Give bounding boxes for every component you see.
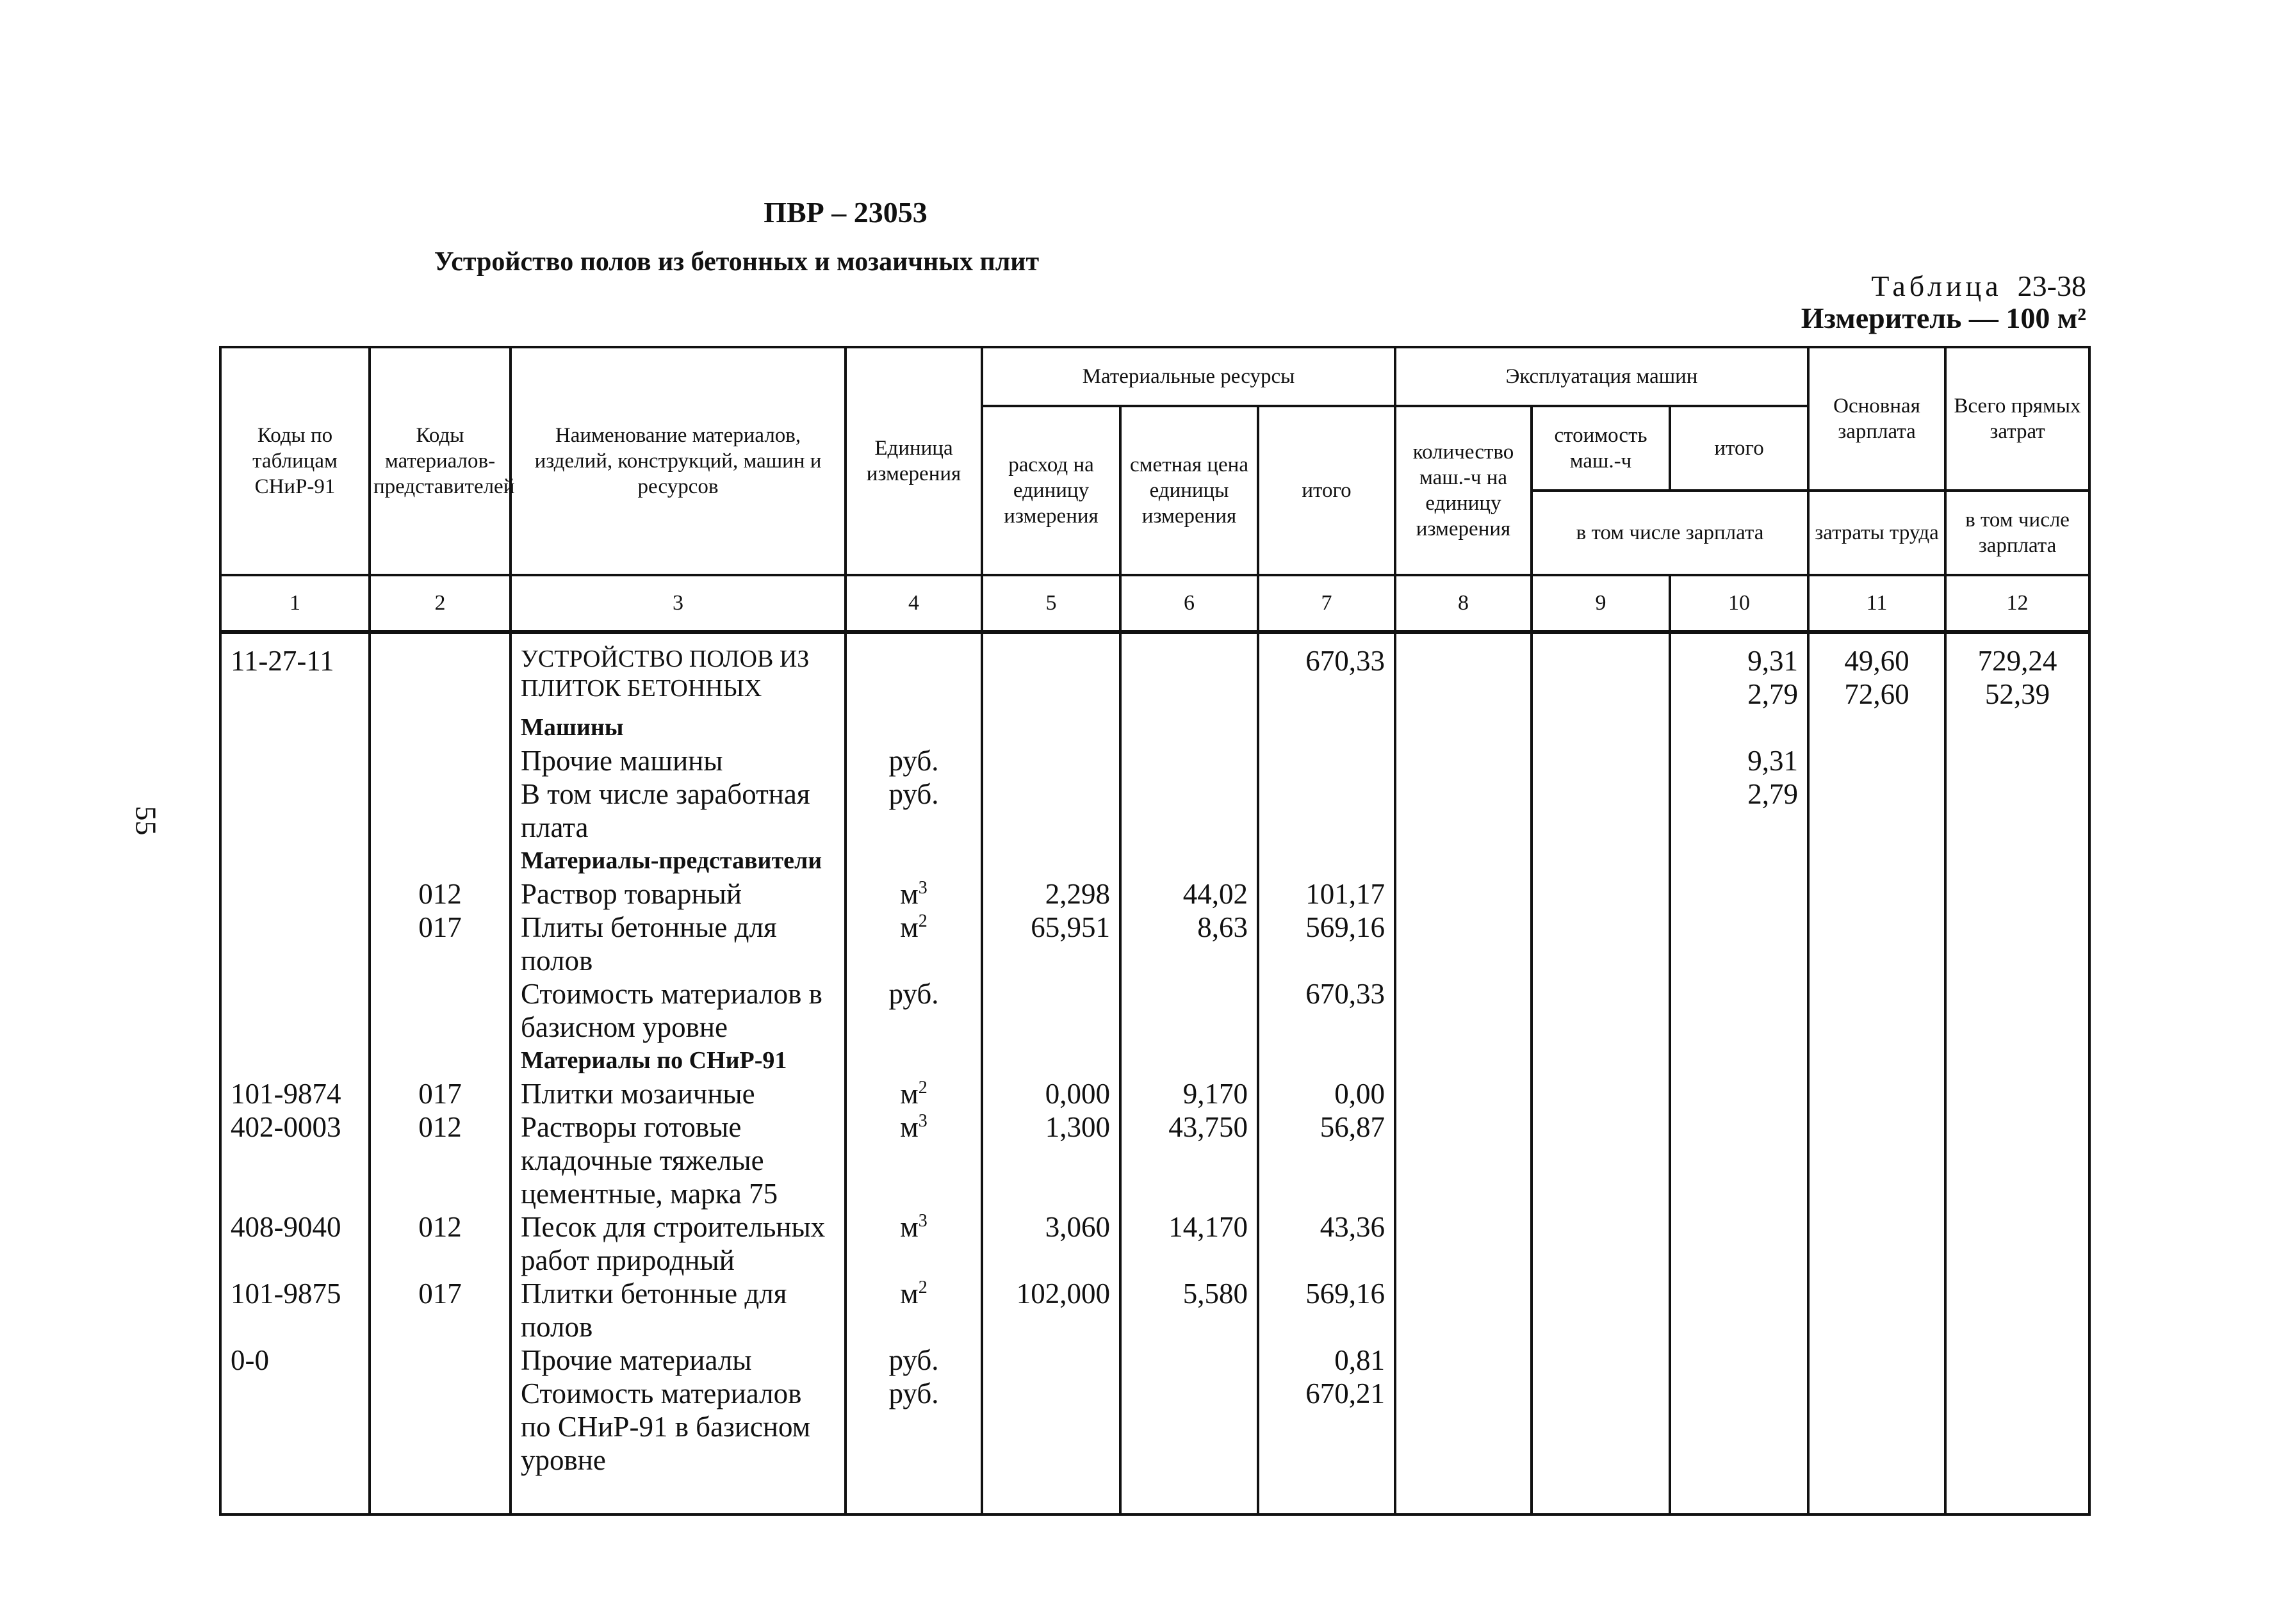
- col-rep-codes: [370, 632, 511, 1514]
- cell-consumption: 2,298: [1045, 878, 1110, 910]
- cell-price: 44,02: [1182, 878, 1248, 910]
- col-header-total-direct: Всего прямых затрат: [1945, 347, 2089, 491]
- col-group-machines: Эксплуатация машин: [1395, 347, 1808, 406]
- cell-machines-total: 2,79: [1747, 778, 1799, 810]
- cell-total: 670,33: [1305, 978, 1385, 1010]
- col-machine-hour-cost: [1532, 632, 1670, 1514]
- col-subheader-machine-salary: в том числе зарплата: [1532, 491, 1808, 575]
- cell-machines-total: 9,31: [1747, 745, 1799, 777]
- cell-name: Плиты бетонные для полов: [521, 911, 777, 977]
- cell-consumption: 102,000: [1016, 1278, 1110, 1310]
- col-units: [846, 632, 982, 1514]
- col-base-salary: [1808, 632, 1945, 1514]
- cell-total: 569,16: [1305, 911, 1385, 943]
- cell-price: 8,63: [1197, 911, 1248, 943]
- cell-labor: 72,60: [1844, 678, 1909, 710]
- cell-price: 43,750: [1168, 1111, 1248, 1143]
- col-machine-hours: [1395, 632, 1532, 1514]
- cell-unit: руб.: [888, 1377, 939, 1409]
- col-number: 7: [1258, 575, 1395, 632]
- resource-table: [219, 346, 2091, 1516]
- col-header-name: Наименование материалов, изделий, конструкций, машин и ресурсов: [511, 347, 846, 575]
- cell-unit: $м^2$: [900, 1078, 928, 1110]
- col-number: 8: [1395, 575, 1532, 632]
- col-number: 3: [511, 575, 846, 632]
- cell-unit: руб.: [888, 1344, 939, 1376]
- cell-total: 670,21: [1305, 1377, 1385, 1409]
- cell-total-direct: 729,24: [1977, 645, 2057, 677]
- cell-code: 402-0003: [231, 1111, 341, 1143]
- col-snir-codes: [220, 632, 370, 1514]
- col-header-unit-price: сметная цена единицы измерения: [1120, 406, 1258, 575]
- col-number: 12: [1945, 575, 2089, 632]
- cell-price: 14,170: [1168, 1211, 1248, 1243]
- cell-name: Плитки мозаичные: [521, 1078, 755, 1110]
- col-header-machines-total: итого: [1670, 406, 1808, 491]
- col-number: 4: [846, 575, 982, 632]
- cell-consumption: 1,300: [1045, 1111, 1110, 1143]
- col-machines-total: [1670, 632, 1808, 1514]
- col-names: [511, 632, 846, 1514]
- table-word: Таблица: [1871, 270, 2002, 302]
- col-number: 11: [1808, 575, 1945, 632]
- cell-total: 43,36: [1320, 1211, 1385, 1243]
- cell-name: Стоимость материалов по СНиР-91 в базисном уровне: [521, 1377, 811, 1476]
- cell-name: Прочие машины: [521, 745, 723, 777]
- col-header-consumption: расход на единицу измерения: [982, 406, 1120, 575]
- cell-rep-code: 012: [418, 1211, 462, 1243]
- cell-unit: руб.: [888, 978, 939, 1010]
- col-number: 5: [982, 575, 1120, 632]
- cell-rep-code: 012: [418, 878, 462, 910]
- table-label: [1871, 269, 2086, 303]
- col-group-materials: Материальные ресурсы: [982, 347, 1395, 406]
- col-unit-price: [1120, 632, 1258, 1514]
- col-subheader-labor: затраты труда: [1808, 491, 1945, 575]
- document-code: ПВР – 23053: [764, 196, 928, 229]
- cell-total: 101,17: [1305, 878, 1385, 910]
- col-subheader-salary: в том числе зарплата: [1945, 491, 2089, 575]
- cell-unit: $м^3$: [900, 1211, 928, 1243]
- cell-code: 101-9874: [231, 1078, 341, 1110]
- cell-total: 670,33: [1305, 645, 1385, 677]
- col-number: 10: [1670, 575, 1808, 632]
- cell-total: 0,81: [1334, 1344, 1385, 1376]
- cell-code: 0-0: [231, 1344, 269, 1376]
- col-number: 1: [220, 575, 370, 632]
- col-header-snir-code: Коды по таблицам СНиР-91: [220, 347, 370, 575]
- table-number: 23-38: [2017, 270, 2086, 302]
- col-header-machine-hours: количество маш.-ч на единицу измерения: [1395, 406, 1532, 575]
- document-title: Устройство полов из бетонных и мозаичных плит: [434, 247, 1040, 277]
- col-total-direct: [1945, 632, 2089, 1514]
- cell-name: Растворы готовые кладочные тяжелые цементные, марка 75: [521, 1111, 778, 1210]
- cell-rep-code: 012: [418, 1111, 462, 1143]
- cell-base-salary: 49,60: [1844, 645, 1909, 677]
- cell-unit: $м^2$: [900, 1278, 928, 1310]
- cell-total-salary: 52,39: [1984, 678, 2050, 710]
- cell-rep-code: 017: [418, 911, 462, 943]
- cell-consumption: 65,951: [1031, 911, 1110, 943]
- cell-unit: $м^3$: [900, 878, 928, 910]
- section-snir-materials: Материалы по СНиР-91: [521, 1047, 787, 1074]
- cell-machines-salary: 2,79: [1747, 678, 1799, 710]
- cell-total: 56,87: [1320, 1111, 1385, 1143]
- cell-code: 408-9040: [231, 1211, 341, 1243]
- col-header-unit: Единица измерения: [846, 347, 982, 575]
- section-representatives: Материалы-представители: [521, 847, 822, 874]
- col-header-machine-hour-cost: стоимость маш.-ч: [1532, 406, 1670, 491]
- col-number: 9: [1532, 575, 1670, 632]
- page-number: 55: [129, 806, 163, 836]
- cell-unit: руб.: [888, 778, 939, 810]
- cell-rep-code: 017: [418, 1078, 462, 1110]
- cell-unit: $м^3$: [900, 1111, 928, 1143]
- col-materials-total: [1258, 632, 1395, 1514]
- cell-consumption: 3,060: [1045, 1211, 1110, 1243]
- cell-name: Раствор товарный: [521, 878, 742, 910]
- cell-total: 569,16: [1305, 1278, 1385, 1310]
- cell-name: Прочие материалы: [521, 1344, 752, 1376]
- cell-price: 9,170: [1182, 1078, 1248, 1110]
- cell-total: 0,00: [1334, 1078, 1385, 1110]
- cell-price: 5,580: [1182, 1278, 1248, 1310]
- col-number: 2: [370, 575, 511, 632]
- cell-unit: $м^2$: [900, 911, 928, 943]
- cell-consumption: 0,000: [1045, 1078, 1110, 1110]
- cell-rep-code: 017: [418, 1278, 462, 1310]
- cell-name: УСТРОЙСТВО ПОЛОВ ИЗ ПЛИТОК БЕТОННЫХ: [521, 646, 810, 702]
- cell-code: 11-27-11: [231, 645, 334, 677]
- cell-name: В том числе заработная плата: [521, 778, 810, 843]
- measure-unit: Измеритель — 100 м²: [1801, 302, 2086, 334]
- col-header-materials-total: итого: [1258, 406, 1395, 575]
- cell-name: Плитки бетонные для полов: [521, 1278, 787, 1343]
- cell-name: Песок для строительных работ природный: [521, 1211, 826, 1276]
- cell-code: 101-9875: [231, 1278, 341, 1310]
- cell-machines-total: 9,31: [1747, 645, 1799, 677]
- col-header-rep-code: Коды материалов-представителей: [370, 347, 511, 575]
- col-header-base-salary: Основная зарплата: [1808, 347, 1945, 491]
- col-number: 6: [1120, 575, 1258, 632]
- cell-unit: руб.: [888, 745, 939, 777]
- cell-name: Стоимость материалов в базисном уровне: [521, 978, 822, 1043]
- section-machines: Машины: [521, 714, 624, 741]
- col-consumption: [982, 632, 1120, 1514]
